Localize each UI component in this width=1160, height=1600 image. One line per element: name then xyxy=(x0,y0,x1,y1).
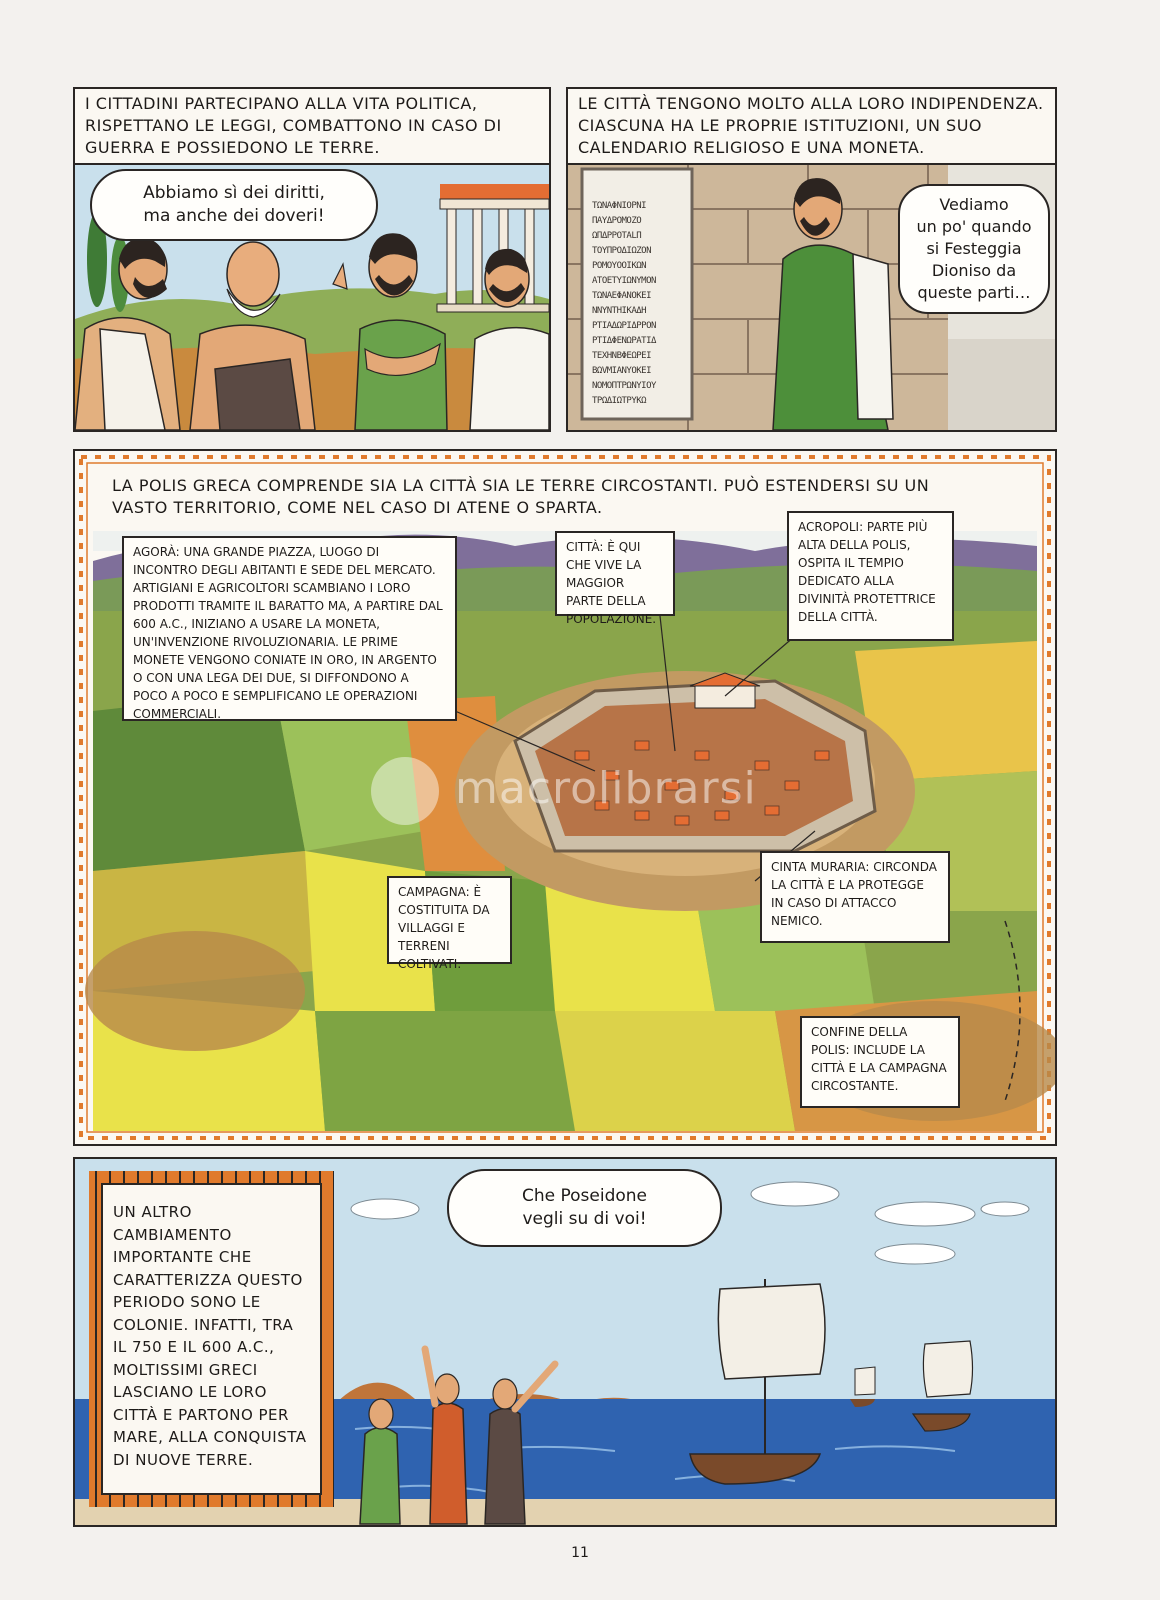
inscription-line: PTIΔΦENΩPATIΔ xyxy=(592,336,656,346)
panel-colonies xyxy=(73,1157,1057,1527)
inscription-line: POMOYOOIKΩN xyxy=(592,261,647,271)
caption-polis: LA POLIS GRECA COMPRENDE SIA LA CITTÀ SIA LE TERRE CIRCOSTANTI. PUÒ ESTENDERSI SU UN VASTO TERRITORIO, COME NEL CASO DI ATENE O SPARTA. xyxy=(112,476,930,517)
panel-city-independence xyxy=(566,87,1057,432)
speech-line: Vediamo xyxy=(939,195,1009,214)
inscription-line: ATOETYIΩNYMON xyxy=(592,276,656,286)
speech-bubble-dionysus xyxy=(898,184,1050,314)
speech-line: vegli su di voi! xyxy=(522,1209,647,1229)
speech-line: un po' quando xyxy=(916,217,1032,236)
label-acropoli: ACROPOLI: PARTE PIÙ ALTA DELLA POLIS, OSPITA IL TEMPIO DEDICATO ALLA DIVINITÀ PROTETTRICE DELLA CITTÀ. xyxy=(787,511,954,641)
caption-citizens: I CITTADINI PARTECIPANO ALLA VITA POLITICA, RISPETTANO LE LEGGI, COMBATTONO IN CASO DI GUERRA E POSSIEDONO LE TERRE. xyxy=(73,87,551,165)
watermark-logo-icon xyxy=(371,757,439,825)
inscription-line: ΠAYΔPOMOZO xyxy=(592,216,642,226)
speech-line: si Festeggia xyxy=(926,239,1022,258)
inscription-line: TΩNAΦNIOPNI xyxy=(592,201,647,211)
inscription-line: TOYΠPOΔIΩZON xyxy=(592,246,652,256)
inscription-tablet xyxy=(592,199,692,409)
label-agora: AGORÀ: UNA GRANDE PIAZZA, LUOGO DI INCONTRO DEGLI ABITANTI E SEDE DEL MERCATO. ARTIGIANI E AGRICOLTORI SCAMBIANO I LORO PRODOTTI TRAMITE IL BARATTO MA, A PARTIRE DAL 600 A.C., INIZIANO A USARE LA MONETA, UN'INVENZIONE RIVOLUZIONARIA. LE PRIME MONETE VENGONO CONIATE IN ORO, IN ARGENTO O CON UNA LEGA DEI DUE, SI DIFFONDONO A POCO A POCO E SEMPLIFICANO LE OPERAZIONI COMMERCIALI. xyxy=(122,536,457,721)
label-confine: CONFINE DELLA POLIS: INCLUDE LA CITTÀ E LA CAMPAGNA CIRCOSTANTE. xyxy=(800,1016,960,1108)
inscription-line: TPΩΔIΩTPYKΩ xyxy=(592,396,647,406)
label-citta: CITTÀ: È QUI CHE VIVE LA MAGGIOR PARTE DELLA POPOLAZIONE. xyxy=(555,531,675,616)
caption-independence: LE CITTÀ TENGONO MOLTO ALLA LORO INDIPENDENZA. CIASCUNA HA LE PROPRIE ISTITUZIONI, UN SUO CALENDARIO RELIGIOSO E UNA MONETA. xyxy=(566,87,1057,165)
speech-line: Che Poseidone xyxy=(521,1186,648,1206)
inscription-line: NOMOΠTPΩNYIOY xyxy=(592,381,656,391)
page-number: 11 xyxy=(571,1545,589,1561)
speech-bubble-rights xyxy=(90,169,378,241)
label-campagna: CAMPAGNA: È COSTITUITA DA VILLAGGI E TERRENI COLTIVATI. xyxy=(387,876,512,964)
inscription-line: TEXHNBΦEΩPEI xyxy=(592,351,652,361)
panel-citizens xyxy=(73,87,551,432)
speech-line: Dioniso da xyxy=(931,261,1017,280)
label-cinta-muraria: CINTA MURARIA: CIRCONDA LA CITTÀ E LA PROTEGGE IN CASO DI ATTACCO NEMICO. xyxy=(760,851,950,943)
speech-line: queste parti… xyxy=(917,283,1031,302)
inscription-line: BΩVMIANYOKEI xyxy=(592,366,652,376)
speech-line: Abbiamo sì dei diritti, xyxy=(143,183,325,203)
speech-line: ma anche dei doveri! xyxy=(143,206,325,226)
caption-colonies: UN ALTRO CAMBIAMENTO IMPORTANTE CHE CARATTERIZZA QUESTO PERIODO SONO LE COLONIE. INFATTI, TRA IL 750 E IL 600 A.C., MOLTISSIMI GRECI LASCIANO LE LORO CITTÀ E PARTONO PER MARE, ALLA CONQUISTA DI NUOVE TERRE. xyxy=(101,1183,322,1495)
speech-bubble-poseidon xyxy=(447,1169,722,1247)
inscription-line: PTIAΔΩPIΔPPON xyxy=(592,321,656,331)
panel-polis-map xyxy=(73,449,1057,1146)
inscription-line: TΩNAEΦANOKEI xyxy=(592,291,652,301)
watermark-text: macrolibrarsi xyxy=(455,763,757,814)
inscription-line: ΩΠΔPPOTALΠ xyxy=(592,231,642,241)
inscription-line: NNYNTHIKAΔH xyxy=(592,306,647,316)
